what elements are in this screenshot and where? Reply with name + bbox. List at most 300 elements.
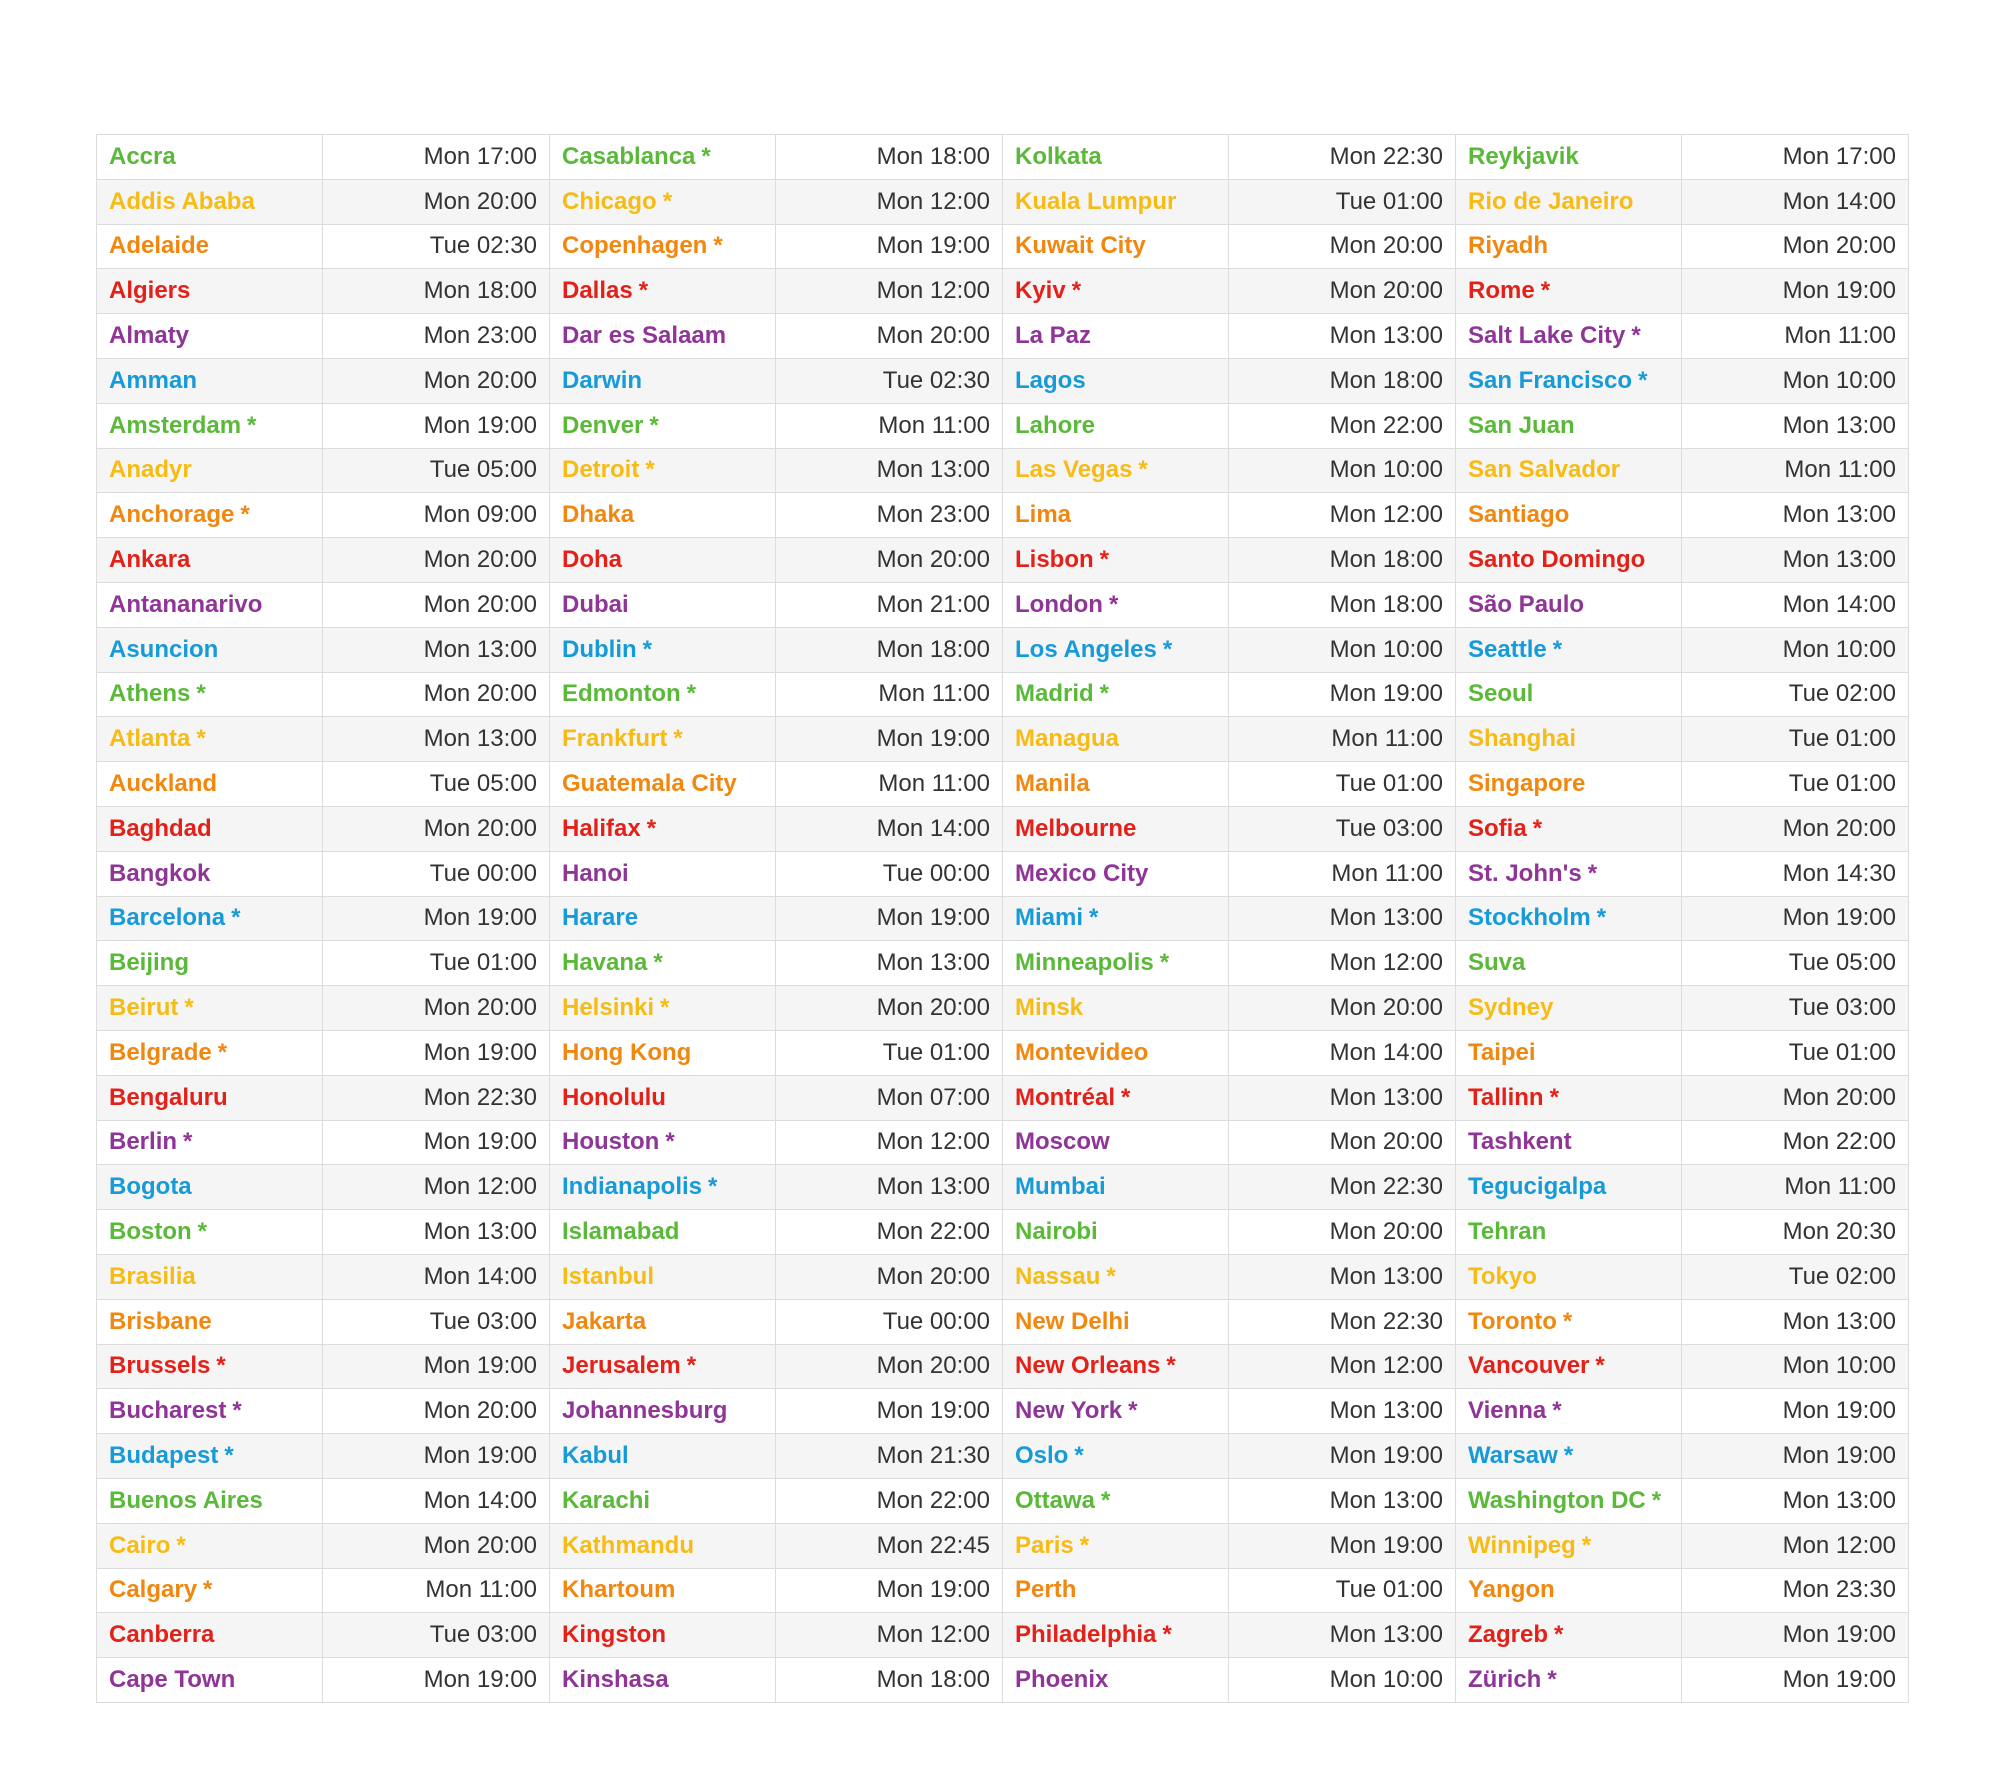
local-time: Mon 20:00 <box>1782 232 1896 260</box>
city-cell <box>1456 762 1682 807</box>
table-row <box>97 179 1909 224</box>
local-time: Mon 14:00 <box>1782 187 1896 215</box>
city-cell <box>1003 672 1229 717</box>
city-cell <box>1456 1075 1682 1120</box>
city-name: Bucharest <box>109 1397 227 1425</box>
local-time: Tue 03:00 <box>429 1307 537 1335</box>
time-cell <box>323 1075 550 1120</box>
local-time: Mon 13:00 <box>1329 1621 1443 1649</box>
time-cell <box>323 403 550 448</box>
local-time: Tue 01:00 <box>1788 770 1896 798</box>
time-cell <box>776 1165 1003 1210</box>
table-row <box>97 627 1909 672</box>
city-name: Lima <box>1015 501 1072 529</box>
city-cell <box>550 627 776 672</box>
time-cell <box>776 717 1003 762</box>
dst-marker: * <box>1552 1397 1562 1425</box>
city-cell <box>1003 1165 1229 1210</box>
city-cell <box>550 314 776 359</box>
time-cell <box>323 1254 550 1299</box>
city-name: Islamabad <box>562 1218 680 1246</box>
city-cell <box>97 1389 323 1434</box>
city-cell <box>550 1613 776 1658</box>
local-time: Mon 13:00 <box>1329 904 1443 932</box>
table-row <box>97 269 1909 314</box>
time-cell <box>1682 1210 1909 1255</box>
local-time: Mon 22:00 <box>1782 1128 1896 1156</box>
table-row <box>97 717 1909 762</box>
city-name: Oslo <box>1015 1442 1069 1469</box>
city-cell <box>550 1478 776 1523</box>
local-time: Mon 19:00 <box>1782 277 1896 305</box>
time-cell <box>776 1478 1003 1523</box>
city-name: New Delhi <box>1015 1307 1130 1335</box>
time-cell <box>1682 1478 1909 1523</box>
city-name: Madrid <box>1015 680 1094 708</box>
city-cell <box>1456 806 1682 851</box>
city-name: Moscow <box>1015 1128 1110 1156</box>
city-name: Shanghai <box>1468 725 1577 753</box>
city-cell <box>1003 717 1229 762</box>
city-name: Tallinn <box>1468 1083 1544 1111</box>
time-cell <box>1682 135 1909 180</box>
time-cell <box>323 314 550 359</box>
city-cell <box>550 582 776 627</box>
time-cell <box>1229 493 1456 538</box>
time-cell <box>776 806 1003 851</box>
time-cell <box>1229 448 1456 493</box>
city-cell <box>97 135 323 180</box>
city-cell <box>550 1523 776 1568</box>
time-cell <box>776 582 1003 627</box>
time-cell <box>1682 717 1909 762</box>
city-name: Kuala Lumpur <box>1015 187 1177 215</box>
time-cell <box>1682 358 1909 403</box>
city-name: Montevideo <box>1015 1038 1149 1066</box>
time-cell <box>323 179 550 224</box>
local-time: Tue 01:00 <box>1788 725 1896 753</box>
city-name: Warsaw <box>1468 1442 1558 1469</box>
city-cell <box>1003 1434 1229 1479</box>
local-time: Tue 01:00 <box>429 949 537 977</box>
city-name: Phoenix <box>1015 1665 1109 1693</box>
local-time: Mon 13:00 <box>1329 1083 1443 1111</box>
table-row <box>97 358 1909 403</box>
time-cell <box>1229 1120 1456 1165</box>
local-time: Mon 11:00 <box>425 1576 537 1604</box>
local-time: Mon 12:00 <box>423 1173 537 1201</box>
city-name: Almaty <box>109 322 190 350</box>
time-cell <box>323 762 550 807</box>
time-cell <box>776 538 1003 583</box>
local-time: Mon 10:00 <box>1329 635 1443 663</box>
city-cell <box>97 851 323 896</box>
city-cell <box>550 851 776 896</box>
city-cell <box>550 403 776 448</box>
city-name: Anchorage <box>109 501 235 529</box>
time-cell <box>1682 1568 1909 1613</box>
city-name: Hong Kong <box>562 1038 692 1066</box>
city-cell <box>97 1434 323 1479</box>
city-name: Kinshasa <box>562 1665 669 1693</box>
table-row <box>97 1030 1909 1075</box>
time-cell <box>1229 941 1456 986</box>
local-time: Mon 11:00 <box>1784 322 1896 350</box>
city-cell <box>1003 762 1229 807</box>
city-name: Edmonton <box>562 680 681 708</box>
city-name: Hanoi <box>562 859 629 887</box>
dst-marker: * <box>686 680 696 708</box>
city-name: Perth <box>1015 1576 1077 1604</box>
time-cell <box>323 358 550 403</box>
table-row <box>97 896 1909 941</box>
table-row <box>97 1568 1909 1613</box>
city-name: Canberra <box>109 1621 215 1649</box>
city-name: São Paulo <box>1468 590 1585 618</box>
local-time: Tue 01:00 <box>1335 770 1443 798</box>
city-name: Stockholm <box>1468 904 1591 932</box>
local-time: Mon 20:00 <box>876 546 990 574</box>
local-time: Mon 12:00 <box>1782 1531 1896 1559</box>
time-cell <box>1229 1478 1456 1523</box>
city-cell <box>1456 1389 1682 1434</box>
city-name: Manila <box>1015 770 1090 798</box>
local-time: Mon 20:00 <box>1329 1128 1443 1156</box>
city-name: Bogota <box>109 1173 192 1201</box>
city-cell <box>97 582 323 627</box>
city-name: Nassau <box>1015 1262 1101 1290</box>
local-time: Tue 01:00 <box>1788 1038 1896 1066</box>
local-time: Mon 19:00 <box>423 1442 537 1469</box>
city-cell <box>1003 1344 1229 1389</box>
time-cell <box>323 448 550 493</box>
local-time: Tue 03:00 <box>1788 994 1896 1022</box>
city-cell <box>97 627 323 672</box>
time-cell <box>776 358 1003 403</box>
city-cell <box>1456 1165 1682 1210</box>
time-cell <box>1229 269 1456 314</box>
city-cell <box>550 941 776 986</box>
city-name: Seattle <box>1468 635 1547 663</box>
city-cell <box>97 1523 323 1568</box>
time-cell <box>323 627 550 672</box>
local-time: Mon 20:00 <box>876 1352 990 1380</box>
city-name: Rio de Janeiro <box>1468 187 1634 215</box>
local-time: Mon 12:00 <box>876 1621 990 1649</box>
city-cell <box>97 806 323 851</box>
time-cell <box>776 1568 1003 1613</box>
city-name: Helsinki <box>562 994 655 1022</box>
time-cell <box>776 403 1003 448</box>
time-cell <box>1229 224 1456 269</box>
city-name: Kuwait City <box>1015 232 1146 260</box>
table-row <box>97 806 1909 851</box>
local-time: Mon 20:00 <box>1329 232 1443 260</box>
city-cell <box>550 538 776 583</box>
time-cell <box>776 1075 1003 1120</box>
time-cell <box>1682 179 1909 224</box>
dst-marker: * <box>247 411 257 439</box>
city-name: Miami <box>1015 904 1084 932</box>
local-time: Mon 19:00 <box>1329 1531 1443 1559</box>
city-cell <box>97 941 323 986</box>
time-cell <box>776 851 1003 896</box>
city-name: Seoul <box>1468 680 1534 708</box>
local-time: Tue 01:00 <box>1335 187 1443 215</box>
city-name: Sydney <box>1468 994 1554 1022</box>
local-time: Mon 20:00 <box>1329 994 1443 1022</box>
city-cell <box>550 269 776 314</box>
city-cell <box>1456 582 1682 627</box>
city-name: Washington DC <box>1468 1486 1646 1514</box>
city-cell <box>97 269 323 314</box>
time-cell <box>323 1210 550 1255</box>
city-name: Paris <box>1015 1531 1074 1559</box>
time-cell <box>1229 1165 1456 1210</box>
time-cell <box>323 1478 550 1523</box>
time-cell <box>776 762 1003 807</box>
city-name: Copenhagen <box>562 232 708 260</box>
local-time: Mon 20:30 <box>1782 1218 1896 1246</box>
table-row <box>97 1299 1909 1344</box>
city-name: Winnipeg <box>1468 1531 1576 1559</box>
dst-marker: * <box>665 1128 675 1156</box>
city-name: Boston <box>109 1218 192 1246</box>
local-time: Mon 14:00 <box>423 1262 537 1290</box>
table-row <box>97 1523 1909 1568</box>
city-cell <box>550 135 776 180</box>
city-cell <box>1456 941 1682 986</box>
local-time: Mon 14:00 <box>423 1486 537 1514</box>
city-name: Algiers <box>109 277 191 305</box>
time-cell <box>1229 627 1456 672</box>
local-time: Mon 14:30 <box>1782 859 1896 887</box>
city-name: Amman <box>109 366 198 394</box>
city-cell <box>97 1254 323 1299</box>
city-name: Cape Town <box>109 1665 236 1693</box>
local-time: Mon 18:00 <box>876 635 990 663</box>
city-name: Tegucigalpa <box>1468 1173 1607 1201</box>
local-time: Mon 20:00 <box>423 814 537 842</box>
city-name: St. John's <box>1468 859 1582 887</box>
local-time: Mon 22:00 <box>1329 411 1443 439</box>
city-name: Buenos Aires <box>109 1486 263 1514</box>
local-time: Mon 11:00 <box>1784 1173 1896 1201</box>
city-cell <box>97 1075 323 1120</box>
city-cell <box>1456 179 1682 224</box>
local-time: Mon 20:00 <box>423 366 537 394</box>
local-time: Mon 13:00 <box>1329 1262 1443 1290</box>
local-time: Tue 05:00 <box>1788 949 1896 977</box>
city-cell <box>1003 986 1229 1031</box>
local-time: Mon 12:00 <box>876 277 990 305</box>
city-name: New York <box>1015 1397 1123 1425</box>
dst-marker: * <box>686 1352 697 1380</box>
time-cell <box>1229 314 1456 359</box>
city-name: Mexico City <box>1015 859 1149 887</box>
city-name: Calgary <box>109 1576 198 1604</box>
time-cell <box>776 1344 1003 1389</box>
city-name: Baghdad <box>109 814 212 842</box>
time-cell <box>776 314 1003 359</box>
time-cell <box>1682 1030 1909 1075</box>
city-name: Vancouver <box>1468 1352 1590 1380</box>
local-time: Tue 02:30 <box>882 366 990 394</box>
city-name: Honolulu <box>562 1083 666 1111</box>
city-name: Bengaluru <box>109 1083 228 1111</box>
city-cell <box>97 538 323 583</box>
time-cell <box>1682 269 1909 314</box>
dst-marker: * <box>646 814 657 842</box>
time-cell <box>323 1434 550 1479</box>
dst-marker: * <box>1071 277 1082 305</box>
table-row <box>97 941 1909 986</box>
local-time: Mon 14:00 <box>876 814 990 842</box>
time-cell <box>1229 762 1456 807</box>
local-time: Mon 18:00 <box>1329 590 1443 618</box>
table-row <box>97 224 1909 269</box>
local-time: Mon 21:30 <box>876 1442 990 1469</box>
dst-marker: * <box>1089 904 1099 932</box>
city-cell <box>97 1478 323 1523</box>
city-cell <box>97 1658 323 1703</box>
city-name: Managua <box>1015 725 1120 753</box>
city-name: Istanbul <box>562 1262 655 1290</box>
local-time: Mon 22:30 <box>1329 1173 1443 1201</box>
dst-marker: * <box>231 904 241 932</box>
dst-marker: * <box>1595 1352 1605 1380</box>
city-cell <box>550 1434 776 1479</box>
local-time: Mon 13:00 <box>1782 411 1896 439</box>
time-cell <box>1682 1523 1909 1568</box>
time-cell <box>776 1254 1003 1299</box>
city-name: Johannesburg <box>562 1397 728 1425</box>
city-cell <box>97 1030 323 1075</box>
time-cell <box>1682 1434 1909 1479</box>
time-cell <box>323 1523 550 1568</box>
city-name: Guatemala City <box>562 770 737 798</box>
city-name: Addis Ababa <box>109 187 255 215</box>
dst-marker: * <box>203 1576 213 1604</box>
local-time: Tue 00:00 <box>429 859 537 887</box>
time-cell <box>1682 1120 1909 1165</box>
city-cell <box>1456 717 1682 762</box>
local-time: Mon 10:00 <box>1329 456 1443 484</box>
city-name: Dar es Salaam <box>562 322 727 350</box>
time-cell <box>1682 1299 1909 1344</box>
time-cell <box>1682 1389 1909 1434</box>
local-time: Mon 13:00 <box>1782 546 1896 574</box>
city-name: Ottawa <box>1015 1486 1096 1514</box>
city-name: New Orleans <box>1015 1352 1161 1380</box>
local-time: Mon 10:00 <box>1782 366 1896 394</box>
local-time: Mon 13:00 <box>423 635 537 663</box>
local-time: Mon 13:00 <box>876 1173 990 1201</box>
city-name: Singapore <box>1468 770 1586 798</box>
time-cell <box>323 1613 550 1658</box>
city-name: Kolkata <box>1015 142 1102 170</box>
city-name: Tehran <box>1468 1218 1547 1246</box>
time-cell <box>1229 1299 1456 1344</box>
table-row <box>97 851 1909 896</box>
city-name: Taipei <box>1468 1038 1536 1066</box>
time-cell <box>323 941 550 986</box>
dst-marker: * <box>653 949 663 977</box>
local-time: Mon 13:00 <box>423 1218 537 1246</box>
city-cell <box>1456 1658 1682 1703</box>
table-row <box>97 1478 1909 1523</box>
city-cell <box>1003 1210 1229 1255</box>
local-time: Mon 19:00 <box>876 232 990 260</box>
world-clock-body <box>97 135 1909 1703</box>
city-name: Las Vegas <box>1015 456 1133 484</box>
local-time: Tue 00:00 <box>882 859 990 887</box>
city-name: Khartoum <box>562 1576 676 1604</box>
city-name: Yangon <box>1468 1576 1555 1604</box>
city-cell <box>1456 538 1682 583</box>
city-name: Harare <box>562 904 639 932</box>
city-name: Budapest <box>109 1442 219 1469</box>
city-cell <box>97 762 323 807</box>
city-name: Kingston <box>562 1621 666 1649</box>
city-name: Kyiv <box>1015 277 1066 305</box>
city-name: Tokyo <box>1468 1262 1537 1290</box>
local-time: Mon 17:00 <box>1782 142 1896 170</box>
time-cell <box>323 269 550 314</box>
local-time: Mon 11:00 <box>1331 725 1443 753</box>
time-cell <box>323 1658 550 1703</box>
city-cell <box>1003 851 1229 896</box>
dst-marker: * <box>1587 859 1598 887</box>
city-name: Lagos <box>1015 366 1086 394</box>
city-cell <box>1003 314 1229 359</box>
local-time: Mon 09:00 <box>423 501 537 529</box>
dst-marker: * <box>1128 1397 1138 1425</box>
city-cell <box>550 1165 776 1210</box>
dst-marker: * <box>232 1397 242 1425</box>
local-time: Mon 22:30 <box>1329 1307 1443 1335</box>
city-cell <box>1456 672 1682 717</box>
local-time: Mon 14:00 <box>1329 1038 1443 1066</box>
table-row <box>97 672 1909 717</box>
time-cell <box>1229 179 1456 224</box>
dst-marker: * <box>1074 1442 1084 1469</box>
city-name: Tashkent <box>1468 1128 1572 1156</box>
city-cell <box>1456 1120 1682 1165</box>
local-time: Mon 11:00 <box>878 770 990 798</box>
time-cell <box>323 493 550 538</box>
time-cell <box>776 1299 1003 1344</box>
local-time: Tue 01:00 <box>882 1038 990 1066</box>
dst-marker: * <box>184 994 194 1022</box>
local-time: Mon 11:00 <box>1784 456 1896 484</box>
local-time: Mon 20:00 <box>876 1262 990 1290</box>
city-cell <box>97 1299 323 1344</box>
city-cell <box>1003 403 1229 448</box>
city-name: Houston <box>562 1128 660 1156</box>
table-row <box>97 448 1909 493</box>
city-name: Lahore <box>1015 411 1096 439</box>
time-cell <box>1682 851 1909 896</box>
city-cell <box>1003 1568 1229 1613</box>
city-cell <box>97 314 323 359</box>
table-row <box>97 1165 1909 1210</box>
dst-marker: * <box>1138 456 1148 484</box>
city-cell <box>550 1030 776 1075</box>
city-name: Lisbon <box>1015 546 1094 574</box>
table-row <box>97 1344 1909 1389</box>
city-cell <box>1003 896 1229 941</box>
